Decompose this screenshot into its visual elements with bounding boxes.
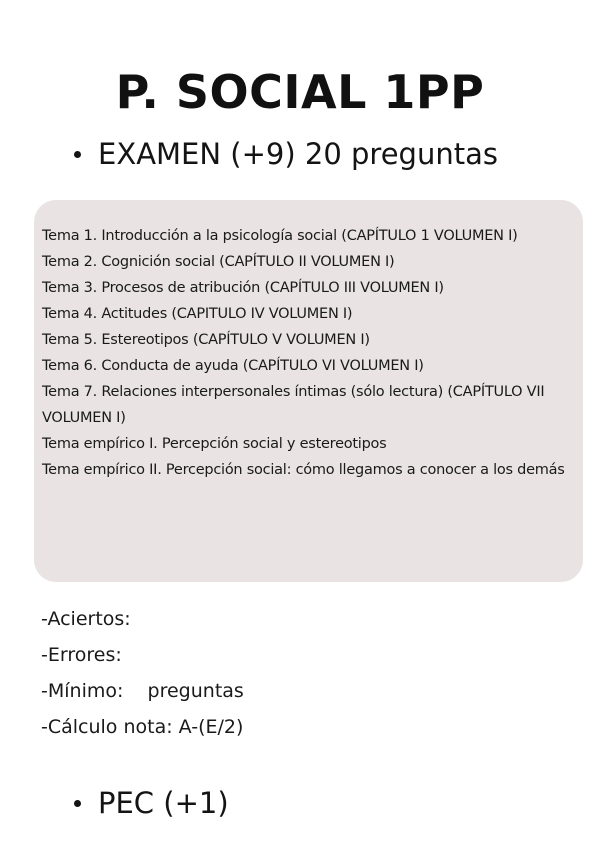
- pec-bullet: [74, 785, 229, 821]
- minimo-line: -Mínimo: preguntas: [41, 680, 244, 702]
- bullet-dot-icon: [74, 800, 81, 807]
- topic-item: Tema 2. Cognición social (CAPÍTULO II VOLUMEN I): [42, 254, 395, 270]
- topic-item: Tema 3. Procesos de atribución (CAPÍTULO III VOLUMEN I): [42, 280, 444, 296]
- exam-label: EXAMEN (+9) 20 preguntas: [98, 137, 498, 171]
- topic-item: Tema 5. Estereotipos (CAPÍTULO V VOLUMEN I): [42, 332, 370, 348]
- topic-item: Tema empírico I. Percepción social y estereotipos: [42, 436, 387, 452]
- exam-stats: [41, 601, 244, 745]
- errores-line: -Errores:: [41, 644, 122, 666]
- topic-item: Tema 4. Actitudes (CAPITULO IV VOLUMEN I): [42, 306, 353, 322]
- topics-box: [34, 200, 583, 582]
- topic-list: [42, 223, 577, 483]
- topic-item: Tema 6. Conducta de ayuda (CAPÍTULO VI VOLUMEN I): [42, 358, 424, 374]
- pec-label: PEC (+1): [98, 786, 229, 820]
- aciertos-line: -Aciertos:: [41, 608, 131, 630]
- calculo-nota-line: -Cálculo nota: A-(E/2): [41, 716, 244, 738]
- page-title: P. SOCIAL 1PP: [115, 65, 485, 119]
- topic-item: Tema 7. Relaciones interpersonales íntimas (sólo lectura) (CAPÍTULO VII VOLUMEN I): [42, 384, 545, 426]
- exam-bullet: [74, 136, 498, 172]
- topic-item: Tema 1. Introducción a la psicología social (CAPÍTULO 1 VOLUMEN I): [42, 228, 518, 244]
- bullet-dot-icon: [74, 151, 81, 158]
- topic-item: Tema empírico II. Percepción social: cómo llegamos a conocer a los demás: [42, 462, 565, 478]
